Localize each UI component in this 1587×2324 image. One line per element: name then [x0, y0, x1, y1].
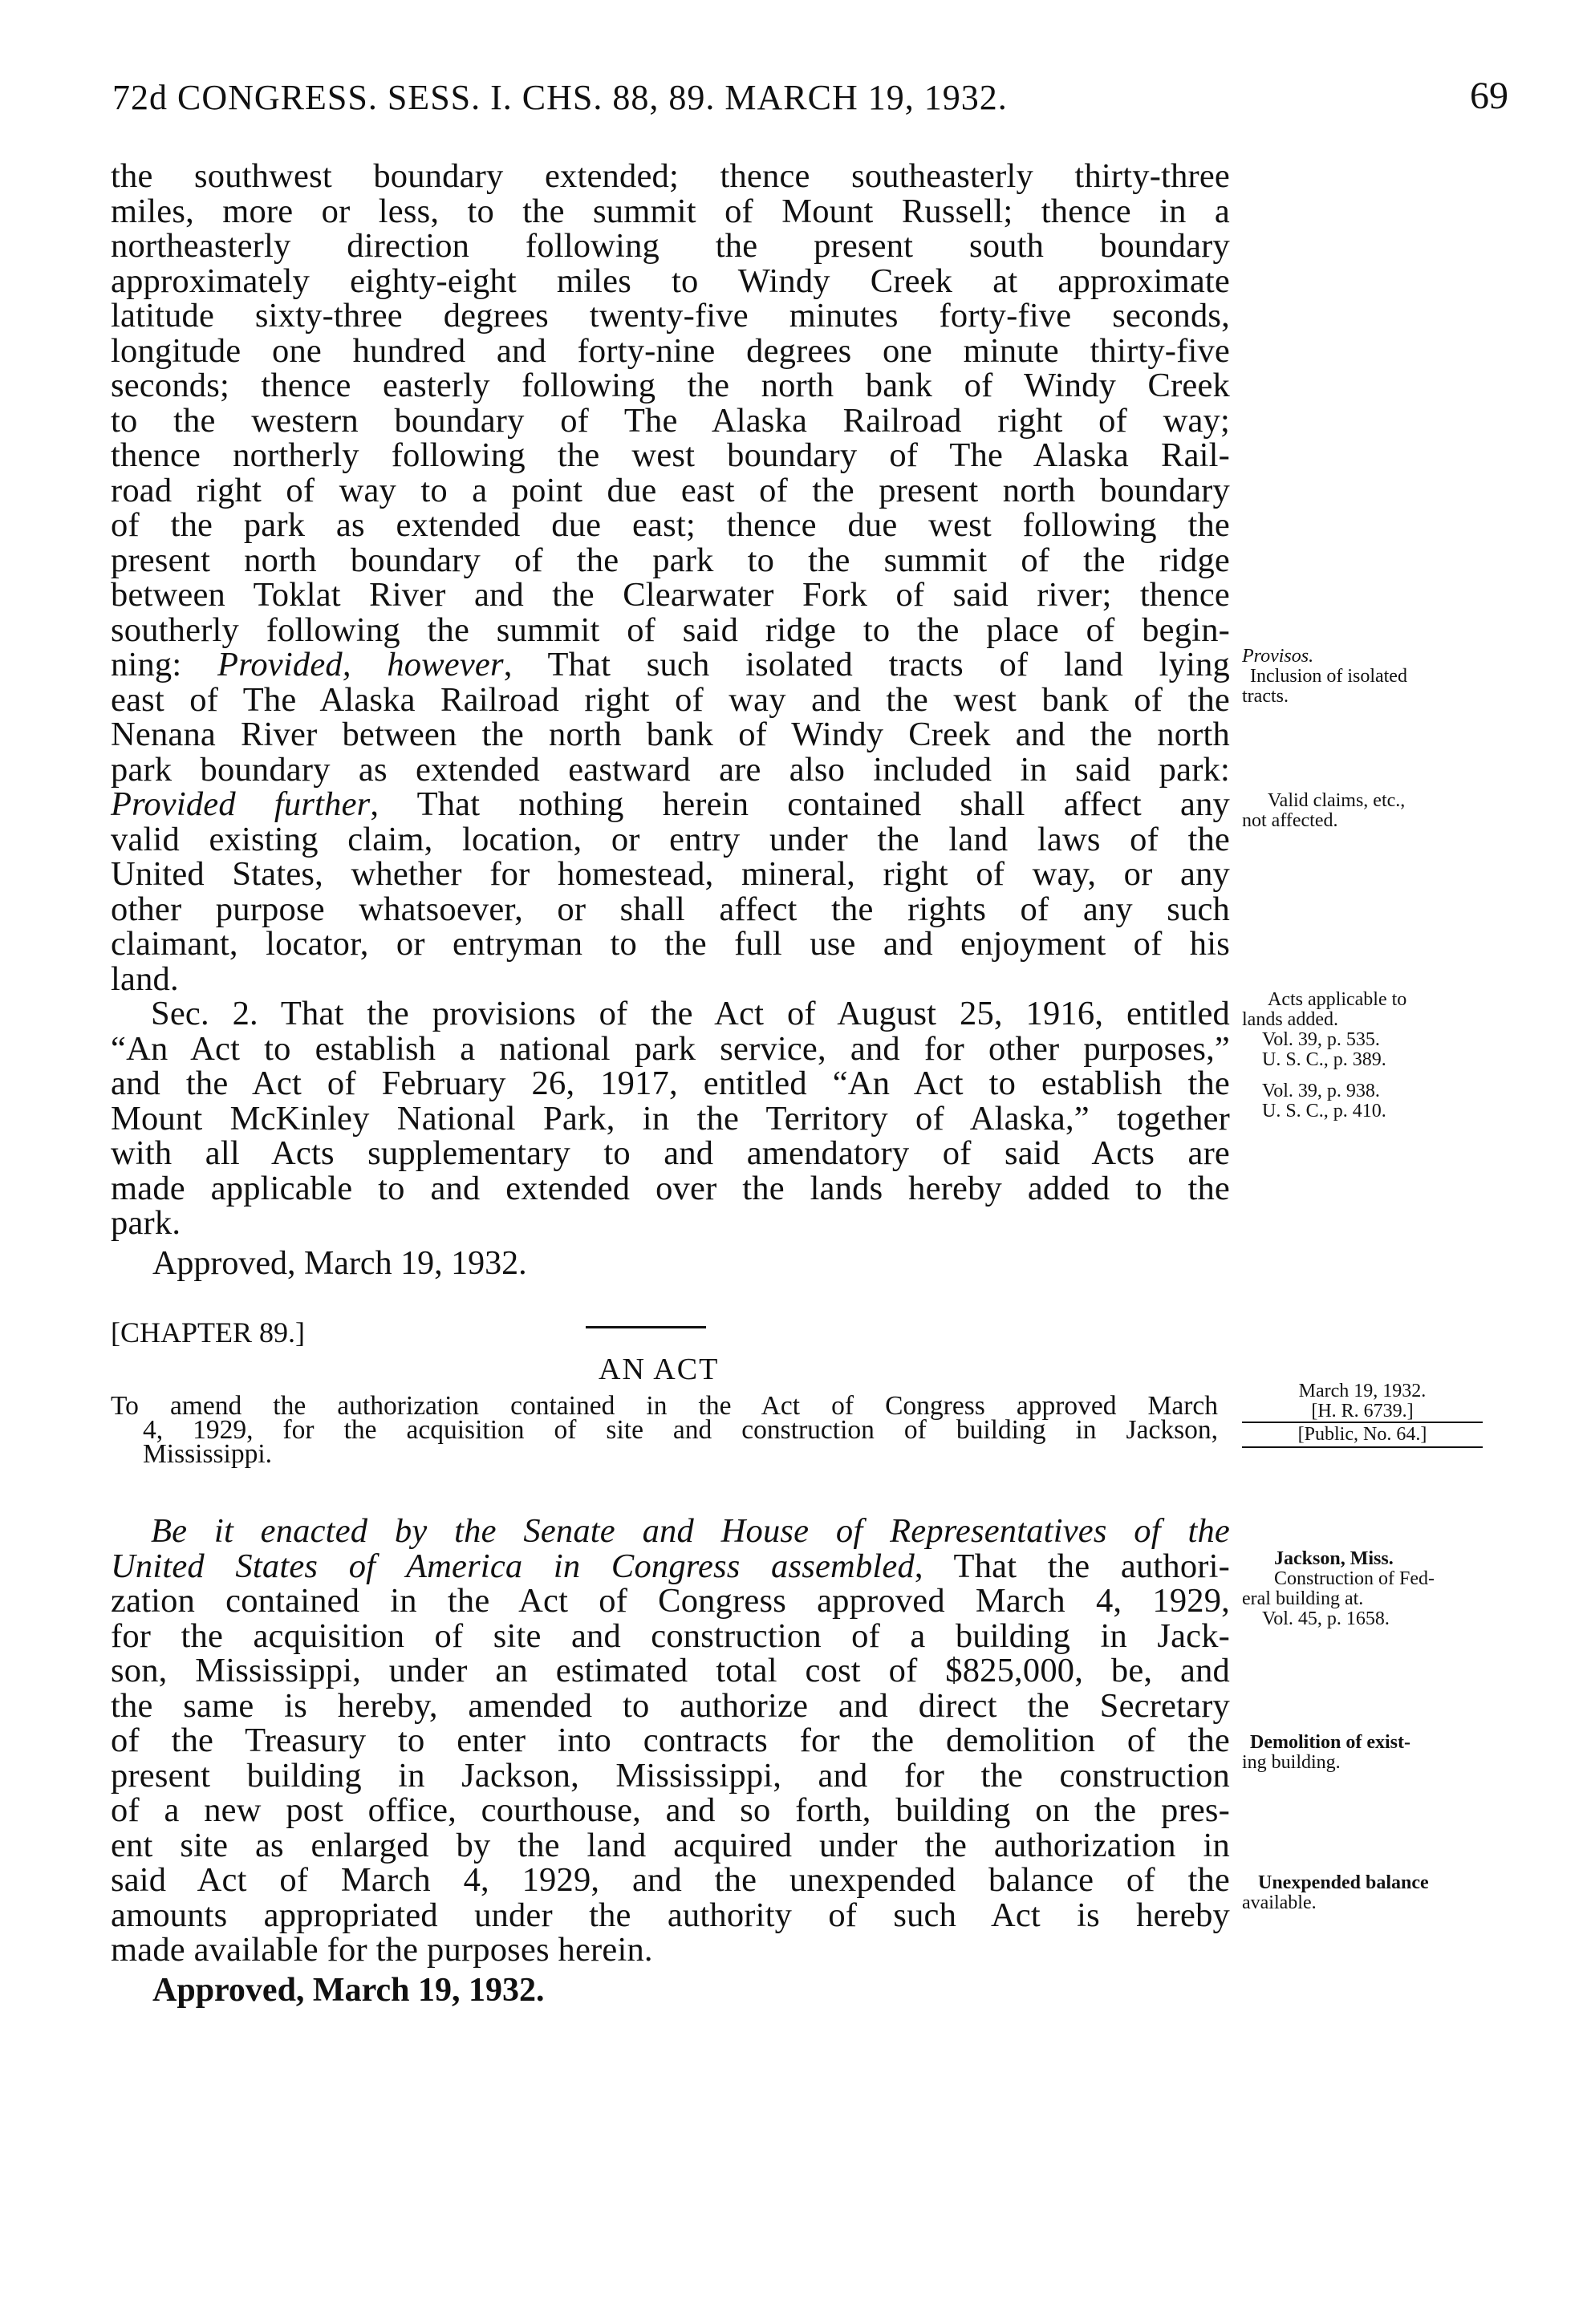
text-line: amounts appropriated under the authority of such Act is hereby — [111, 1896, 1230, 1934]
text-line: claimant, locator, or entryman to the full use and enjoyment of his — [111, 925, 1230, 963]
margin-note-date — [1242, 1381, 1483, 1448]
text-line: park boundary as extended eastward are also included in said park: — [111, 750, 1230, 789]
running-head: 72d CONGRESS. SESS. I. CHS. 88, 89. MARCH 19, 1932. — [112, 78, 1008, 117]
text-line: miles, more or less, to the summit of Mount Russell; thence in a — [111, 192, 1230, 230]
margin-note-valid-claims — [1242, 791, 1507, 831]
page-number: 69 — [1470, 75, 1508, 117]
note-line: available. — [1242, 1892, 1317, 1913]
text-line: northeasterly direction following the present south boundary — [111, 227, 1230, 265]
note-line: Demolition of exist- — [1250, 1732, 1410, 1753]
margin-note-unexpended — [1242, 1873, 1507, 1913]
text-line: “An Act to establish a national park service, and for other purposes,” — [111, 1029, 1230, 1068]
text-line: United States, whether for homestead, mineral, right of way, or any — [111, 855, 1230, 893]
text-line: land. — [111, 959, 179, 998]
text-line: valid existing claim, location, or entry under the land laws of the — [111, 820, 1230, 858]
margin-note-provisos — [1242, 647, 1507, 707]
text-fragment: , That the authori- — [914, 1547, 1230, 1585]
text-line: made applicable to and extended over the lands hereby added to the — [111, 1169, 1230, 1207]
proviso-line-2 — [111, 787, 1230, 822]
text-fragment: , That such isolated tracts of land lying — [503, 646, 1230, 683]
note-line: Construction of Fed- — [1274, 1568, 1435, 1589]
note-line: Acts applicable to — [1268, 989, 1407, 1010]
chapter-label: [CHAPTER 89.] — [111, 1316, 305, 1349]
text-line: between Toklat River and the Clearwater Fork of said river; thence — [111, 576, 1230, 614]
text-line: of the Treasury to enter into contracts for the demolition of the — [111, 1722, 1230, 1759]
text-line: Sec. 2. That the provisions of the Act of August 25, 1916, entitled — [151, 995, 1230, 1032]
enacting-clause-line: Be it enacted by the Senate and House of Representatives of the — [151, 1512, 1230, 1550]
text-line: said Act of March 4, 1929, and the unexpended balance of the — [111, 1861, 1230, 1899]
note-line: Vol. 45, p. 1658. — [1262, 1608, 1390, 1629]
title-line: 4, 1929, for the acquisition of site and construction of building in Jackson, — [143, 1415, 1218, 1445]
note-line: lands added. — [1242, 1009, 1338, 1030]
text-line: the same is hereby, amended to authorize and direct the Secretary — [111, 1686, 1230, 1725]
note-line: Inclusion of isolated — [1250, 666, 1407, 687]
enacting-clause-line — [111, 1549, 1230, 1584]
text-line: made available for the purposes herein. — [111, 1931, 653, 1969]
text-line: southerly following the summit of said ridge to the place of begin- — [111, 610, 1230, 649]
act-title — [111, 1391, 1218, 1469]
text-line: the southwest boundary extended; thence southeasterly thirty-three — [111, 157, 1230, 195]
margin-note-jackson — [1242, 1549, 1507, 1629]
proviso-line-1 — [111, 647, 1230, 683]
title-line: Mississippi. — [143, 1439, 273, 1469]
text-fragment: ning: — [111, 646, 218, 683]
text-line: Nenana River between the north bank of Windy Creek and the north — [111, 716, 1230, 753]
text-line: for the acquisition of site and construction of a building in Jack- — [111, 1616, 1230, 1655]
margin-note-demolition — [1242, 1733, 1507, 1773]
text-line: to the western boundary of The Alaska Railroad right of way; — [111, 401, 1230, 440]
text-line: approximately eighty-eight miles to Windy Creek at approximate — [111, 262, 1230, 300]
text-line: ent site as enlarged by the land acquired under the authorization in — [111, 1826, 1230, 1864]
text-line: road right of way to a point due east of the present north boundary — [111, 471, 1230, 509]
text-line: Mount McKinley National Park, in the Territory of Alaska,” together — [111, 1099, 1230, 1138]
note-line: Provisos. — [1242, 646, 1314, 667]
page-header — [112, 77, 1508, 125]
text-line: present north boundary of the park to the summit of the ridge — [111, 541, 1230, 579]
section-1-text — [111, 159, 1230, 1283]
text-fragment: , That nothing herein contained shall affect any — [370, 785, 1230, 823]
act-heading: AN ACT — [599, 1353, 720, 1386]
text-line: of a new post office, courthouse, and so forth, building on the pres- — [111, 1791, 1230, 1829]
approved-line-ch88: Approved, March 19, 1932. — [152, 1244, 527, 1282]
text-line: park. — [111, 1204, 181, 1242]
note-line: not affected. — [1242, 810, 1338, 831]
note-line: Jackson, Miss. — [1274, 1548, 1394, 1569]
chapter-89-text — [111, 1514, 1230, 2010]
note-line: U. S. C., p. 389. — [1262, 1049, 1386, 1070]
note-line: eral building at. — [1242, 1588, 1364, 1609]
note-line: [H. R. 6739.] — [1311, 1401, 1414, 1422]
note-line: tracts. — [1242, 686, 1289, 707]
note-line: Vol. 39, p. 535. — [1262, 1029, 1380, 1050]
text-line: present building in Jackson, Mississippi, and for the construction — [111, 1756, 1230, 1795]
provided-further: Provided further — [111, 785, 371, 823]
note-line: [Public, No. 64.] — [1242, 1422, 1483, 1448]
text-line: zation contained in the Act of Congress approved March 4, 1929, — [111, 1582, 1230, 1620]
text-line: thence northerly following the west boundary of The Alaska Rail- — [111, 436, 1230, 474]
text-line: east of The Alaska Railroad right of way and the west bank of the — [111, 680, 1230, 719]
text-line: latitude sixty-three degrees twenty-five minutes forty-five seconds, — [111, 297, 1230, 335]
note-line: U. S. C., p. 410. — [1262, 1101, 1386, 1121]
provided-however: Provided, however — [217, 646, 504, 683]
text-line: seconds; thence easterly following the north bank of Windy Creek — [111, 367, 1230, 404]
heading-rule — [586, 1326, 706, 1328]
text-line: and the Act of February 26, 1917, entitled “An Act to establish the — [111, 1065, 1230, 1102]
enacting-clause-italic: United States of America in Congress assembled — [111, 1547, 915, 1585]
note-line: ing building. — [1242, 1752, 1341, 1773]
note-line: Valid claims, etc., — [1268, 790, 1406, 811]
text-line: of the park as extended due east; thence due west following the — [111, 506, 1230, 544]
margin-note-acts-applicable — [1242, 990, 1507, 1121]
text-line: other purpose whatsoever, or shall affect the rights of any such — [111, 890, 1230, 928]
title-line: To amend the authorization contained in the Act of Congress approved March — [111, 1391, 1218, 1421]
approved-line-ch89: Approved, March 19, 1932. — [152, 1971, 545, 2009]
text-line: longitude one hundred and forty-nine degrees one minute thirty-five — [111, 331, 1230, 370]
text-line: with all Acts supplementary to and amendatory of said Acts are — [111, 1134, 1230, 1172]
text-line: son, Mississippi, under an estimated total cost of $825,000, be, and — [111, 1652, 1230, 1689]
note-line: Unexpended balance — [1258, 1872, 1429, 1893]
note-line: March 19, 1932. — [1298, 1381, 1427, 1401]
note-line: Vol. 39, p. 938. — [1262, 1081, 1380, 1101]
